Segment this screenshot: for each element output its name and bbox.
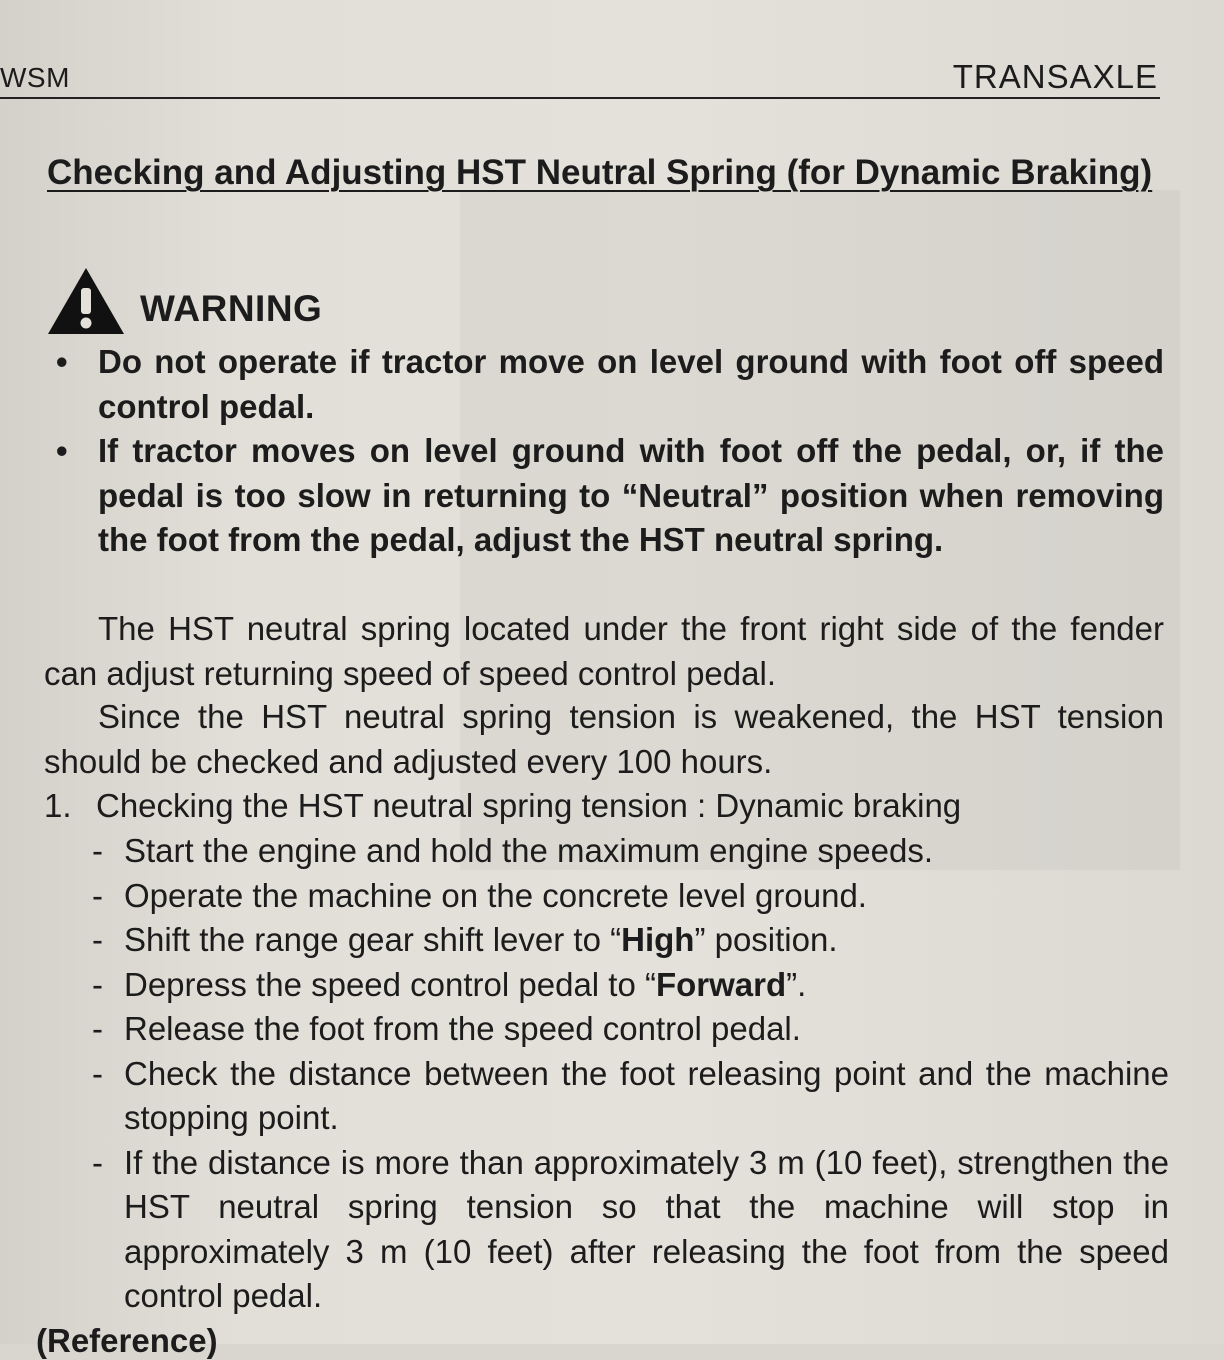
header-left-text: WSM xyxy=(0,62,70,93)
warning-bullet-text: Do not operate if tractor move on level ground with foot off speed control pedal. xyxy=(98,343,1164,425)
section-title xyxy=(47,150,1162,195)
step-heading xyxy=(44,784,961,829)
substep-item: - Depress the speed control pedal to “Forward”. xyxy=(92,965,807,1003)
step-title: Checking the HST neutral spring tension : Dynamic braking xyxy=(96,787,962,824)
substep-item: - Release the foot from the speed control pedal. xyxy=(92,1010,801,1047)
body-paragraph: The HST neutral spring located under the front right side of the fender can adjust returning speed of speed control pedal. xyxy=(44,610,1164,692)
warning-bullet-text: If tractor moves on level ground with foot off the pedal, or, if the pedal is too slow in returning to “Neutral” position when removing the foot from the pedal, adjust the HST neutral spring. xyxy=(98,432,1164,558)
warning-bullet-list xyxy=(56,340,1164,563)
warning-label: WARNING xyxy=(140,288,323,329)
reference-heading: (Reference) xyxy=(36,1322,218,1359)
body-paragraph: Since the HST neutral spring tension is weakened, the HST tension should be checked and adjusted every 100 hours. xyxy=(44,698,1164,780)
substep-item: - Check the distance between the foot releasing point and the machine stopping point. xyxy=(92,1054,1169,1136)
warning-bullet: • Do not operate if tractor move on level ground with foot off speed control pedal. xyxy=(56,343,1164,425)
substep-list xyxy=(92,829,1169,1319)
substep-item: - Shift the range gear shift lever to “High” position. xyxy=(92,921,838,958)
substep-item: - If the distance is more than approximately 3 m (10 feet), strengthen the HST neutral spring tension so that the machine will stop in approximately 3 m (10 feet) after releasing the foot from the speed control pedal. xyxy=(92,1143,1169,1314)
warning-triangle-icon xyxy=(47,266,125,336)
section-title-text: Checking and Adjusting HST Neutral Spring (for Dynamic Braking) xyxy=(47,153,1153,192)
warning-bullet: • If tractor moves on level ground with foot off the pedal, or, if the pedal is too slow in returning to “Neutral” position when removing the foot from the pedal, adjust the HST neutral spring. xyxy=(56,432,1164,558)
header-rule xyxy=(0,97,1160,99)
substep-item: - Operate the machine on the concrete level ground. xyxy=(92,876,867,914)
header-right-text: TRANSAXLE xyxy=(952,58,1158,95)
step-number: 1. xyxy=(44,787,72,824)
substep-item: - Start the engine and hold the maximum engine speeds. xyxy=(92,832,934,869)
